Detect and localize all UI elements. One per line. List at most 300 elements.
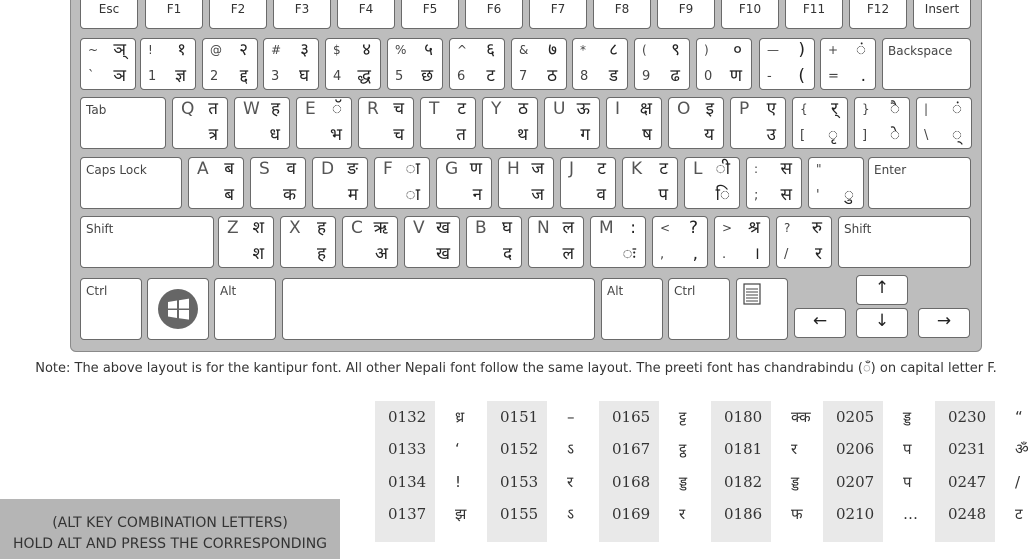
key-space[interactable] xyxy=(282,278,595,340)
key-base-symbol: / xyxy=(784,247,789,262)
key-6[interactable] xyxy=(449,38,505,90)
key-base-symbol: 0 xyxy=(704,69,713,84)
key-shift-left[interactable] xyxy=(80,216,214,268)
key-label: Caps Lock xyxy=(86,163,147,177)
key-p[interactable] xyxy=(730,97,786,149)
alt-code-character: क्क xyxy=(791,408,811,426)
key-base-symbol: 7 xyxy=(519,69,528,84)
key-w[interactable] xyxy=(234,97,290,149)
key-label: F10 xyxy=(738,2,762,16)
key-latin-letter: B xyxy=(475,218,487,238)
key-r[interactable] xyxy=(358,97,414,149)
alt-code-character: ड्ड xyxy=(679,473,688,491)
key-nepali-glyph: ढ xyxy=(670,66,680,86)
key-latin-letter: N xyxy=(537,218,550,238)
key-label: Shift xyxy=(844,222,872,236)
key-k[interactable] xyxy=(622,157,678,209)
key-equals[interactable] xyxy=(820,38,876,90)
alt-code-character: प xyxy=(903,440,912,458)
key-nepali-shift-glyph: ७ xyxy=(548,40,557,60)
alt-code-number: 0134 xyxy=(388,473,427,491)
key-nepali-glyph: ल xyxy=(562,244,574,264)
key-3[interactable] xyxy=(263,38,319,90)
key-nepali-glyph: ब xyxy=(224,185,234,205)
key-j[interactable] xyxy=(560,157,616,209)
key-latin-letter: R xyxy=(367,99,379,119)
key-latin-letter: L xyxy=(693,159,703,179)
key-shift-symbol: + xyxy=(828,43,839,57)
key-alt-left[interactable] xyxy=(214,278,276,340)
key-label: F2 xyxy=(230,2,246,16)
key-latin-letter: I xyxy=(615,99,621,119)
key-label: Shift xyxy=(86,222,114,236)
alt-code-character: ऽ xyxy=(567,440,575,458)
key-nepali-glyph: ण xyxy=(729,66,742,86)
key-q[interactable] xyxy=(172,97,228,149)
key-nepali-glyph: द xyxy=(502,244,512,264)
key-v[interactable] xyxy=(404,216,460,268)
key-base-symbol: [ xyxy=(800,128,806,143)
menu-icon xyxy=(743,283,761,309)
key-menu[interactable] xyxy=(736,278,788,340)
alt-code-number: 0231 xyxy=(948,440,987,458)
key-latin-letter: H xyxy=(507,159,520,179)
key-nepali-shift-glyph: र् xyxy=(831,99,838,119)
key-esc[interactable] xyxy=(80,0,138,29)
key-nepali-shift-glyph: ० xyxy=(733,40,742,60)
key-windows[interactable] xyxy=(147,278,209,340)
key-nepali-shift-glyph: ल xyxy=(562,218,574,238)
alt-code-number: 0155 xyxy=(500,505,539,523)
key-m[interactable] xyxy=(590,216,646,268)
key-nepali-shift-glyph: ह xyxy=(316,218,326,238)
alt-code-character: ड्ड xyxy=(903,408,912,426)
key-label: F4 xyxy=(358,2,374,16)
key-nepali-shift-glyph: ण xyxy=(469,159,482,179)
alt-code-number: 0210 xyxy=(836,505,875,523)
alt-code-number: 0165 xyxy=(612,408,651,426)
key-nepali-shift-glyph: ६ xyxy=(486,40,495,60)
alt-code-character: ध्र xyxy=(455,408,465,426)
arrow-glyph: ↓ xyxy=(874,311,890,331)
key-shift-symbol: < xyxy=(660,221,671,235)
key-nepali-shift-glyph: ख xyxy=(436,218,450,238)
key-shift-symbol: & xyxy=(519,43,529,57)
key-alt-right[interactable] xyxy=(601,278,663,340)
alt-code-character: र xyxy=(791,440,798,458)
key-base-symbol: 4 xyxy=(333,69,342,84)
key-8[interactable] xyxy=(572,38,628,90)
key-latin-letter: X xyxy=(289,218,301,238)
alt-code-character: झ xyxy=(455,505,467,523)
key-latin-letter: F xyxy=(383,159,393,179)
key-nepali-shift-glyph: व xyxy=(286,159,296,179)
key-7[interactable] xyxy=(511,38,567,90)
key-nepali-glyph: े xyxy=(889,125,900,145)
key-label: Enter xyxy=(874,163,907,177)
key-nepali-shift-glyph: १ xyxy=(177,40,186,60)
key-y[interactable] xyxy=(482,97,538,149)
key-backspace[interactable] xyxy=(882,38,971,90)
key-f12[interactable] xyxy=(849,0,907,29)
key-nepali-shift-glyph: ए xyxy=(766,99,776,119)
key-u[interactable] xyxy=(544,97,600,149)
key-shift-symbol: ~ xyxy=(88,43,99,57)
key-nepali-shift-glyph: ङ xyxy=(347,159,358,179)
key-label: F7 xyxy=(550,2,566,16)
key-insert[interactable] xyxy=(913,0,971,29)
key-label: F3 xyxy=(294,2,310,16)
key-nepali-shift-glyph: ट xyxy=(457,99,466,119)
key-nepali-shift-glyph: ॅ xyxy=(331,99,342,119)
key-shift-symbol: @ xyxy=(210,43,222,57)
key-n[interactable] xyxy=(528,216,584,268)
key-arrow-left[interactable] xyxy=(794,308,846,338)
key-nepali-glyph: ( xyxy=(798,66,805,86)
key-nepali-glyph: उ xyxy=(766,125,776,145)
key-nepali-shift-glyph: श्र xyxy=(747,218,760,238)
alt-code-character: र xyxy=(567,473,574,491)
alt-code-number: 0205 xyxy=(836,408,875,426)
key-label: F11 xyxy=(802,2,826,16)
alt-code-character: … xyxy=(903,505,918,523)
alt-code-number: 0151 xyxy=(500,408,539,426)
key-l[interactable] xyxy=(684,157,740,209)
layout-note: Note: The above layout is for the kantipur font. All other Nepali font follow the same layout. The preeti font has chandrabindu (ँ) on capital letter F. xyxy=(35,361,997,376)
key-s[interactable] xyxy=(250,157,306,209)
key-c[interactable] xyxy=(342,216,398,268)
alt-box-subtitle: HOLD ALT AND PRESS THE CORRESPONDING xyxy=(12,536,328,552)
alt-code-character: फ xyxy=(791,505,803,523)
alt-code-table xyxy=(375,401,1032,542)
key-base-symbol: 5 xyxy=(395,69,404,84)
key-x[interactable] xyxy=(280,216,336,268)
key-latin-letter: A xyxy=(197,159,209,179)
key-f9[interactable] xyxy=(657,0,715,29)
alt-code-number: 0169 xyxy=(612,505,651,523)
key-label: Insert xyxy=(924,2,960,16)
key-nepali-glyph: ज्ञ xyxy=(175,66,186,86)
key-base-symbol: 6 xyxy=(457,69,466,84)
key-f1[interactable] xyxy=(145,0,203,29)
key-nepali-shift-glyph: २ xyxy=(239,40,248,60)
key-nepali-shift-glyph: ५ xyxy=(424,40,433,60)
key-base-symbol: = xyxy=(828,69,839,84)
alt-code-character: ‘ xyxy=(455,440,460,458)
key-nepali-shift-glyph: क्ष xyxy=(639,99,652,119)
key-f7[interactable] xyxy=(529,0,587,29)
alt-code-number: 0230 xyxy=(948,408,987,426)
key-label: F5 xyxy=(422,2,438,16)
alt-code-number: 0248 xyxy=(948,505,987,523)
key-shift-symbol: : xyxy=(754,162,759,176)
key-nepali-shift-glyph: ी xyxy=(715,159,730,179)
key-t[interactable] xyxy=(420,97,476,149)
key-nepali-glyph: ु xyxy=(843,185,854,205)
key-nepali-glyph: प xyxy=(658,185,668,205)
key-arrow-up[interactable] xyxy=(856,275,908,305)
alt-code-number: 0181 xyxy=(724,440,763,458)
key-4[interactable] xyxy=(325,38,381,90)
key-nepali-glyph: त xyxy=(456,125,466,145)
key-nepali-glyph: द्ध xyxy=(357,66,371,86)
key-enter[interactable] xyxy=(868,157,971,209)
key-base-symbol: , xyxy=(660,247,665,262)
key-shift-symbol: $ xyxy=(333,43,341,57)
key-nepali-glyph: , xyxy=(692,244,698,264)
key-shift-symbol: } xyxy=(862,102,870,116)
key-label: F9 xyxy=(678,2,694,16)
alt-code-number: 0186 xyxy=(724,505,763,523)
key-o[interactable] xyxy=(668,97,724,149)
key-nepali-shift-glyph: स xyxy=(780,159,792,179)
key-nepali-glyph: . xyxy=(860,66,866,86)
alt-code-character: ! xyxy=(455,473,462,491)
key-f[interactable] xyxy=(374,157,430,209)
key-base-symbol: ` xyxy=(88,69,95,84)
key-latin-letter: T xyxy=(429,99,440,119)
key-d[interactable] xyxy=(312,157,368,209)
key-minus[interactable] xyxy=(759,38,815,90)
key-latin-letter: M xyxy=(599,218,614,238)
key-0[interactable] xyxy=(696,38,752,90)
key-base-symbol: 1 xyxy=(148,69,157,84)
key-nepali-glyph: भ xyxy=(330,125,342,145)
alt-code-character: ट्ट xyxy=(679,408,687,426)
key-nepali-glyph: ञ xyxy=(113,66,126,86)
key-nepali-glyph: श xyxy=(252,244,264,264)
alt-code-character: ड्ड xyxy=(791,473,800,491)
key-shift-symbol: * xyxy=(580,43,586,57)
key-nepali-glyph: म xyxy=(347,185,358,205)
key-nepali-glyph: ः xyxy=(622,244,636,264)
key-nepali-shift-glyph: ठ xyxy=(518,99,528,119)
key-nepali-glyph: ृ xyxy=(827,125,838,145)
key-nepali-shift-glyph: ऊ xyxy=(576,99,590,119)
key-label: Alt xyxy=(607,284,624,298)
key-ctrl-left[interactable] xyxy=(80,278,142,340)
key-latin-letter: W xyxy=(243,99,260,119)
key-nepali-shift-glyph: ४ xyxy=(362,40,371,60)
key-nepali-glyph: र xyxy=(815,244,822,264)
key-latin-letter: V xyxy=(413,218,425,238)
key-shift-symbol: ? xyxy=(784,221,791,235)
key-nepali-glyph: ् xyxy=(951,125,962,145)
alt-code-character: ट xyxy=(1015,505,1023,523)
key-e[interactable] xyxy=(296,97,352,149)
key-backslash[interactable] xyxy=(916,97,972,149)
key-latin-letter: G xyxy=(445,159,459,179)
key-shift-symbol: ! xyxy=(148,43,153,57)
key-nepali-glyph: ठ xyxy=(547,66,557,86)
key-f3[interactable] xyxy=(273,0,331,29)
key-nepali-shift-glyph: ८ xyxy=(609,40,618,60)
alt-box-title: (ALT KEY COMBINATION LETTERS) xyxy=(52,515,288,531)
key-nepali-shift-glyph: श xyxy=(252,218,264,238)
key-latin-letter: U xyxy=(553,99,566,119)
key-shift-symbol: % xyxy=(395,43,407,57)
key-f8[interactable] xyxy=(593,0,651,29)
key-latin-letter: Q xyxy=(181,99,195,119)
key-label: F8 xyxy=(614,2,630,16)
key-nepali-shift-glyph: च xyxy=(393,99,404,119)
key-label: Ctrl xyxy=(86,284,108,298)
key-nepali-glyph: य xyxy=(704,125,714,145)
alt-code-character: प xyxy=(903,473,912,491)
key-comma[interactable] xyxy=(652,216,708,268)
key-f4[interactable] xyxy=(337,0,395,29)
key-nepali-shift-glyph: ट xyxy=(659,159,668,179)
key-f6[interactable] xyxy=(465,0,523,29)
key-z[interactable] xyxy=(218,216,274,268)
key-capslock[interactable] xyxy=(80,157,182,209)
key-a[interactable] xyxy=(188,157,244,209)
key-period[interactable] xyxy=(714,216,770,268)
key-slash[interactable] xyxy=(776,216,832,268)
key-shift-symbol: | xyxy=(924,102,929,116)
key-semicolon[interactable] xyxy=(746,157,802,209)
key-latin-letter: J xyxy=(569,159,575,179)
key-i[interactable] xyxy=(606,97,662,149)
key-label: F1 xyxy=(166,2,182,16)
arrow-glyph: → xyxy=(936,311,952,331)
key-latin-letter: E xyxy=(305,99,316,119)
alt-code-character: “ xyxy=(1015,408,1023,426)
key-tab[interactable] xyxy=(80,97,166,149)
key-nepali-glyph: ा xyxy=(405,185,420,205)
alt-code-number: 0153 xyxy=(500,473,539,491)
key-nepali-glyph: थ xyxy=(517,125,528,145)
key-arrow-down[interactable] xyxy=(856,308,908,338)
key-base-symbol: 9 xyxy=(642,69,651,84)
key-label: Ctrl xyxy=(674,284,696,298)
key-base-symbol: - xyxy=(767,69,772,84)
alt-code-number: 0167 xyxy=(612,440,651,458)
key-f5[interactable] xyxy=(401,0,459,29)
key-base-symbol: ; xyxy=(754,188,759,203)
key-nepali-glyph: द्द xyxy=(239,66,248,86)
alt-code-number: 0206 xyxy=(836,440,875,458)
key-9[interactable] xyxy=(634,38,690,90)
key-shift-symbol: # xyxy=(271,43,282,57)
key-h[interactable] xyxy=(498,157,554,209)
key-quote[interactable] xyxy=(808,157,864,209)
key-shift-symbol: > xyxy=(722,221,733,235)
arrow-glyph: ↑ xyxy=(874,278,890,298)
key-lbracket[interactable] xyxy=(792,97,848,149)
key-nepali-glyph: त्र xyxy=(208,125,218,145)
key-nepali-shift-glyph: ं xyxy=(855,40,866,60)
key-nepali-glyph: ज xyxy=(531,185,544,205)
key-nepali-shift-glyph: ै xyxy=(889,99,900,119)
key-shift-symbol: ( xyxy=(642,43,647,57)
key-nepali-glyph: ख xyxy=(436,244,450,264)
alt-code-character: – xyxy=(567,408,575,426)
key-nepali-glyph: च xyxy=(393,125,404,145)
key-shift-symbol: ) xyxy=(704,43,709,57)
key-f2[interactable] xyxy=(209,0,267,29)
key-nepali-shift-glyph: ज xyxy=(531,159,544,179)
alt-code-character: ॐ xyxy=(1015,440,1029,458)
key-b[interactable] xyxy=(466,216,522,268)
key-nepali-shift-glyph: ह xyxy=(270,99,280,119)
keyboard-layout xyxy=(70,0,982,352)
key-nepali-shift-glyph: ऋ xyxy=(373,218,388,238)
key-arrow-right[interactable] xyxy=(918,308,970,338)
alt-code-character: ऽ xyxy=(567,505,575,523)
key-nepali-shift-glyph: घ xyxy=(501,218,512,238)
key-latin-letter: P xyxy=(739,99,750,119)
key-nepali-shift-glyph: इ xyxy=(705,99,714,119)
key-latin-letter: C xyxy=(351,218,363,238)
key-nepali-glyph: ि xyxy=(715,185,730,205)
alt-code-number: 0247 xyxy=(948,473,987,491)
key-5[interactable] xyxy=(387,38,443,90)
key-latin-letter: O xyxy=(677,99,691,119)
key-base-symbol: ' xyxy=(816,188,820,203)
key-nepali-glyph: व xyxy=(596,185,606,205)
key-base-symbol: \ xyxy=(924,128,929,143)
key-g[interactable] xyxy=(436,157,492,209)
key-nepali-shift-glyph: रु xyxy=(811,218,822,238)
key-nepali-shift-glyph: ा xyxy=(405,159,420,179)
key-2[interactable] xyxy=(202,38,258,90)
key-tilde[interactable] xyxy=(80,38,136,90)
key-latin-letter: Y xyxy=(491,99,502,119)
key-nepali-shift-glyph: ञ् xyxy=(113,40,126,60)
alt-code-character: र xyxy=(679,505,686,523)
key-nepali-shift-glyph: ) xyxy=(798,40,805,60)
key-shift-symbol: ^ xyxy=(457,43,468,57)
alt-code-number: 0137 xyxy=(388,505,427,523)
alt-code-number: 0133 xyxy=(388,440,427,458)
key-label: F12 xyxy=(866,2,890,16)
key-nepali-shift-glyph: त xyxy=(208,99,218,119)
alt-code-number: 0207 xyxy=(836,473,875,491)
key-f11[interactable] xyxy=(785,0,843,29)
key-nepali-shift-glyph: ब xyxy=(224,159,234,179)
key-nepali-glyph: छ xyxy=(421,66,433,86)
key-latin-letter: K xyxy=(631,159,643,179)
key-base-symbol: 8 xyxy=(580,69,589,84)
key-base-symbol: . xyxy=(722,247,727,262)
key-nepali-glyph: ड xyxy=(608,66,618,86)
key-base-symbol: 3 xyxy=(271,69,280,84)
key-nepali-shift-glyph: ९ xyxy=(671,40,680,60)
key-nepali-glyph: अ xyxy=(375,244,388,264)
key-label: Alt xyxy=(220,284,237,298)
key-nepali-glyph: न xyxy=(472,185,482,205)
alt-code-character: ट्ठ xyxy=(679,440,687,458)
key-ctrl-right[interactable] xyxy=(668,278,730,340)
key-nepali-glyph: ट xyxy=(486,66,495,86)
key-latin-letter: S xyxy=(259,159,270,179)
key-nepali-shift-glyph: : xyxy=(630,218,636,238)
key-f10[interactable] xyxy=(721,0,779,29)
key-rbracket[interactable] xyxy=(854,97,910,149)
key-nepali-glyph: ध xyxy=(269,125,280,145)
alt-code-character: / xyxy=(1015,473,1021,491)
arrow-glyph: ← xyxy=(812,311,828,331)
key-shift-right[interactable] xyxy=(838,216,971,268)
key-label: Esc xyxy=(98,2,120,16)
key-1[interactable] xyxy=(140,38,196,90)
alt-code-number: 0168 xyxy=(612,473,651,491)
key-nepali-glyph: ह xyxy=(316,244,326,264)
key-nepali-glyph: घ xyxy=(298,66,309,86)
windows-logo-icon xyxy=(158,289,198,329)
key-nepali-shift-glyph: ? xyxy=(688,218,698,238)
